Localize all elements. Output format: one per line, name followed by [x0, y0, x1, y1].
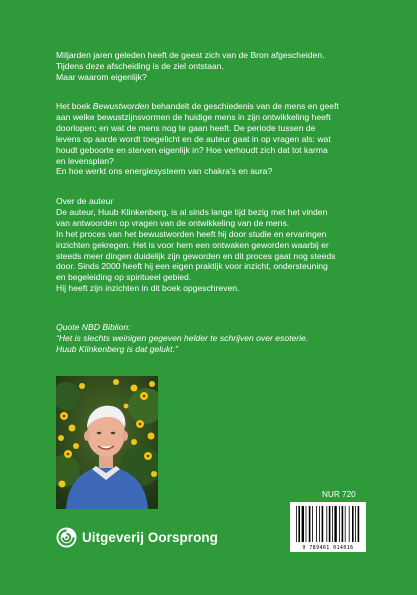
- isbn-barcode: [290, 502, 366, 552]
- barcode-bar: [309, 506, 311, 542]
- publisher-logo: [56, 527, 218, 548]
- quote-line: Huub Klinkenberg is dat gelukt.”: [56, 343, 178, 354]
- barcode-bar: [316, 506, 317, 542]
- barcode-bar: [306, 506, 307, 542]
- barcode-bar: [358, 506, 360, 542]
- isbn-number: 9 789461 014016: [302, 545, 354, 551]
- barcode-bar: [342, 506, 344, 542]
- quote-line: “Het is slechts weinigen gegeven helder te schrijven over esoterie.: [56, 332, 309, 343]
- author-line: en begeleiding op spiritueel gebied.: [56, 272, 192, 283]
- barcode-bar: [345, 506, 346, 542]
- author-line: van antwoorden op vragen van de ontwikkeling van de mens.: [56, 217, 290, 228]
- barcode-bar: [326, 506, 327, 542]
- nur-code: NUR 720: [322, 490, 356, 499]
- quote-source: Quote NBD Biblion:: [56, 322, 131, 332]
- book-description-suffix: behandelt de geschiedenis van de mens en geeft: [149, 101, 339, 111]
- author-line: Hij heeft zijn inzichten in dit boek opgeschreven.: [56, 283, 240, 294]
- intro-line: Miljarden jaren geleden heeft de geest zich van de Bron afgescheiden.: [56, 50, 325, 60]
- spiral-icon: [56, 527, 77, 548]
- intro-line: Tijdens deze afscheiding is de ziel ontstaan.: [56, 60, 224, 71]
- barcode-bar: [312, 506, 313, 542]
- barcode-bar: [339, 506, 340, 542]
- quote-section: [56, 322, 376, 355]
- barcode-bar: [298, 506, 300, 542]
- barcode-bar: [329, 506, 331, 542]
- book-description-line: aan welke bewustzijnsvormen de huidige mens in zijn ontwikkeling heeft: [56, 111, 331, 122]
- book-description-line: en levensplan?: [56, 155, 114, 166]
- publisher-name: Uitgeverij Oorsprong: [82, 530, 218, 545]
- barcode-bar: [332, 506, 333, 542]
- author-heading: Over de auteur: [56, 196, 114, 206]
- barcode-bar: [322, 506, 324, 542]
- barcode-bar: [302, 506, 304, 542]
- book-description-line: [56, 101, 376, 112]
- author-section: [56, 196, 376, 294]
- book-description: [56, 101, 376, 177]
- book-description-line: houdt geboorte en sterven eigenlijk in? Hoe verhoudt zich dat tot karma: [56, 144, 328, 155]
- book-description-line: levens op aarde wordt toegelicht en de auteur gaat in op vragen als: wat: [56, 133, 331, 144]
- barcode-bar: [296, 506, 297, 542]
- barcode-bars: [290, 504, 366, 546]
- author-line: In het proces van het bewustworden heeft hij door studie en ervaringen: [56, 228, 327, 239]
- barcode-bar: [352, 506, 354, 542]
- author-line: steeds meer dingen duidelijk zijn geworden en dit proces gaat nog steeds: [56, 250, 336, 261]
- barcode-bar: [349, 506, 350, 542]
- author-photo: [56, 376, 158, 509]
- barcode-bar: [355, 506, 356, 542]
- book-description-line: doorlopen; en wat de mens nog te gaan heeft. De periode tussen de: [56, 122, 316, 133]
- barcode-bar: [334, 506, 336, 542]
- author-line: De auteur, Huub Klinkenberg, is al sinds lange tijd bezig met het vinden: [56, 206, 328, 217]
- author-line: inzichten gekregen. Het is voor hem een ontwaken geworden waarbij er: [56, 239, 329, 250]
- book-description-line: En hoe werkt ons energiesysteem van chakra’s en aura?: [56, 166, 273, 177]
- author-line: door. Sinds 2000 heeft hij een eigen praktijk voor inzicht, ondersteuning: [56, 261, 328, 272]
- barcode-bar: [319, 506, 320, 542]
- intro-line: Maar waarom eigenlijk?: [56, 71, 147, 82]
- book-description-prefix: Het boek: [56, 101, 93, 111]
- book-title: Bewustworden: [92, 101, 150, 111]
- intro-paragraph: [56, 50, 376, 83]
